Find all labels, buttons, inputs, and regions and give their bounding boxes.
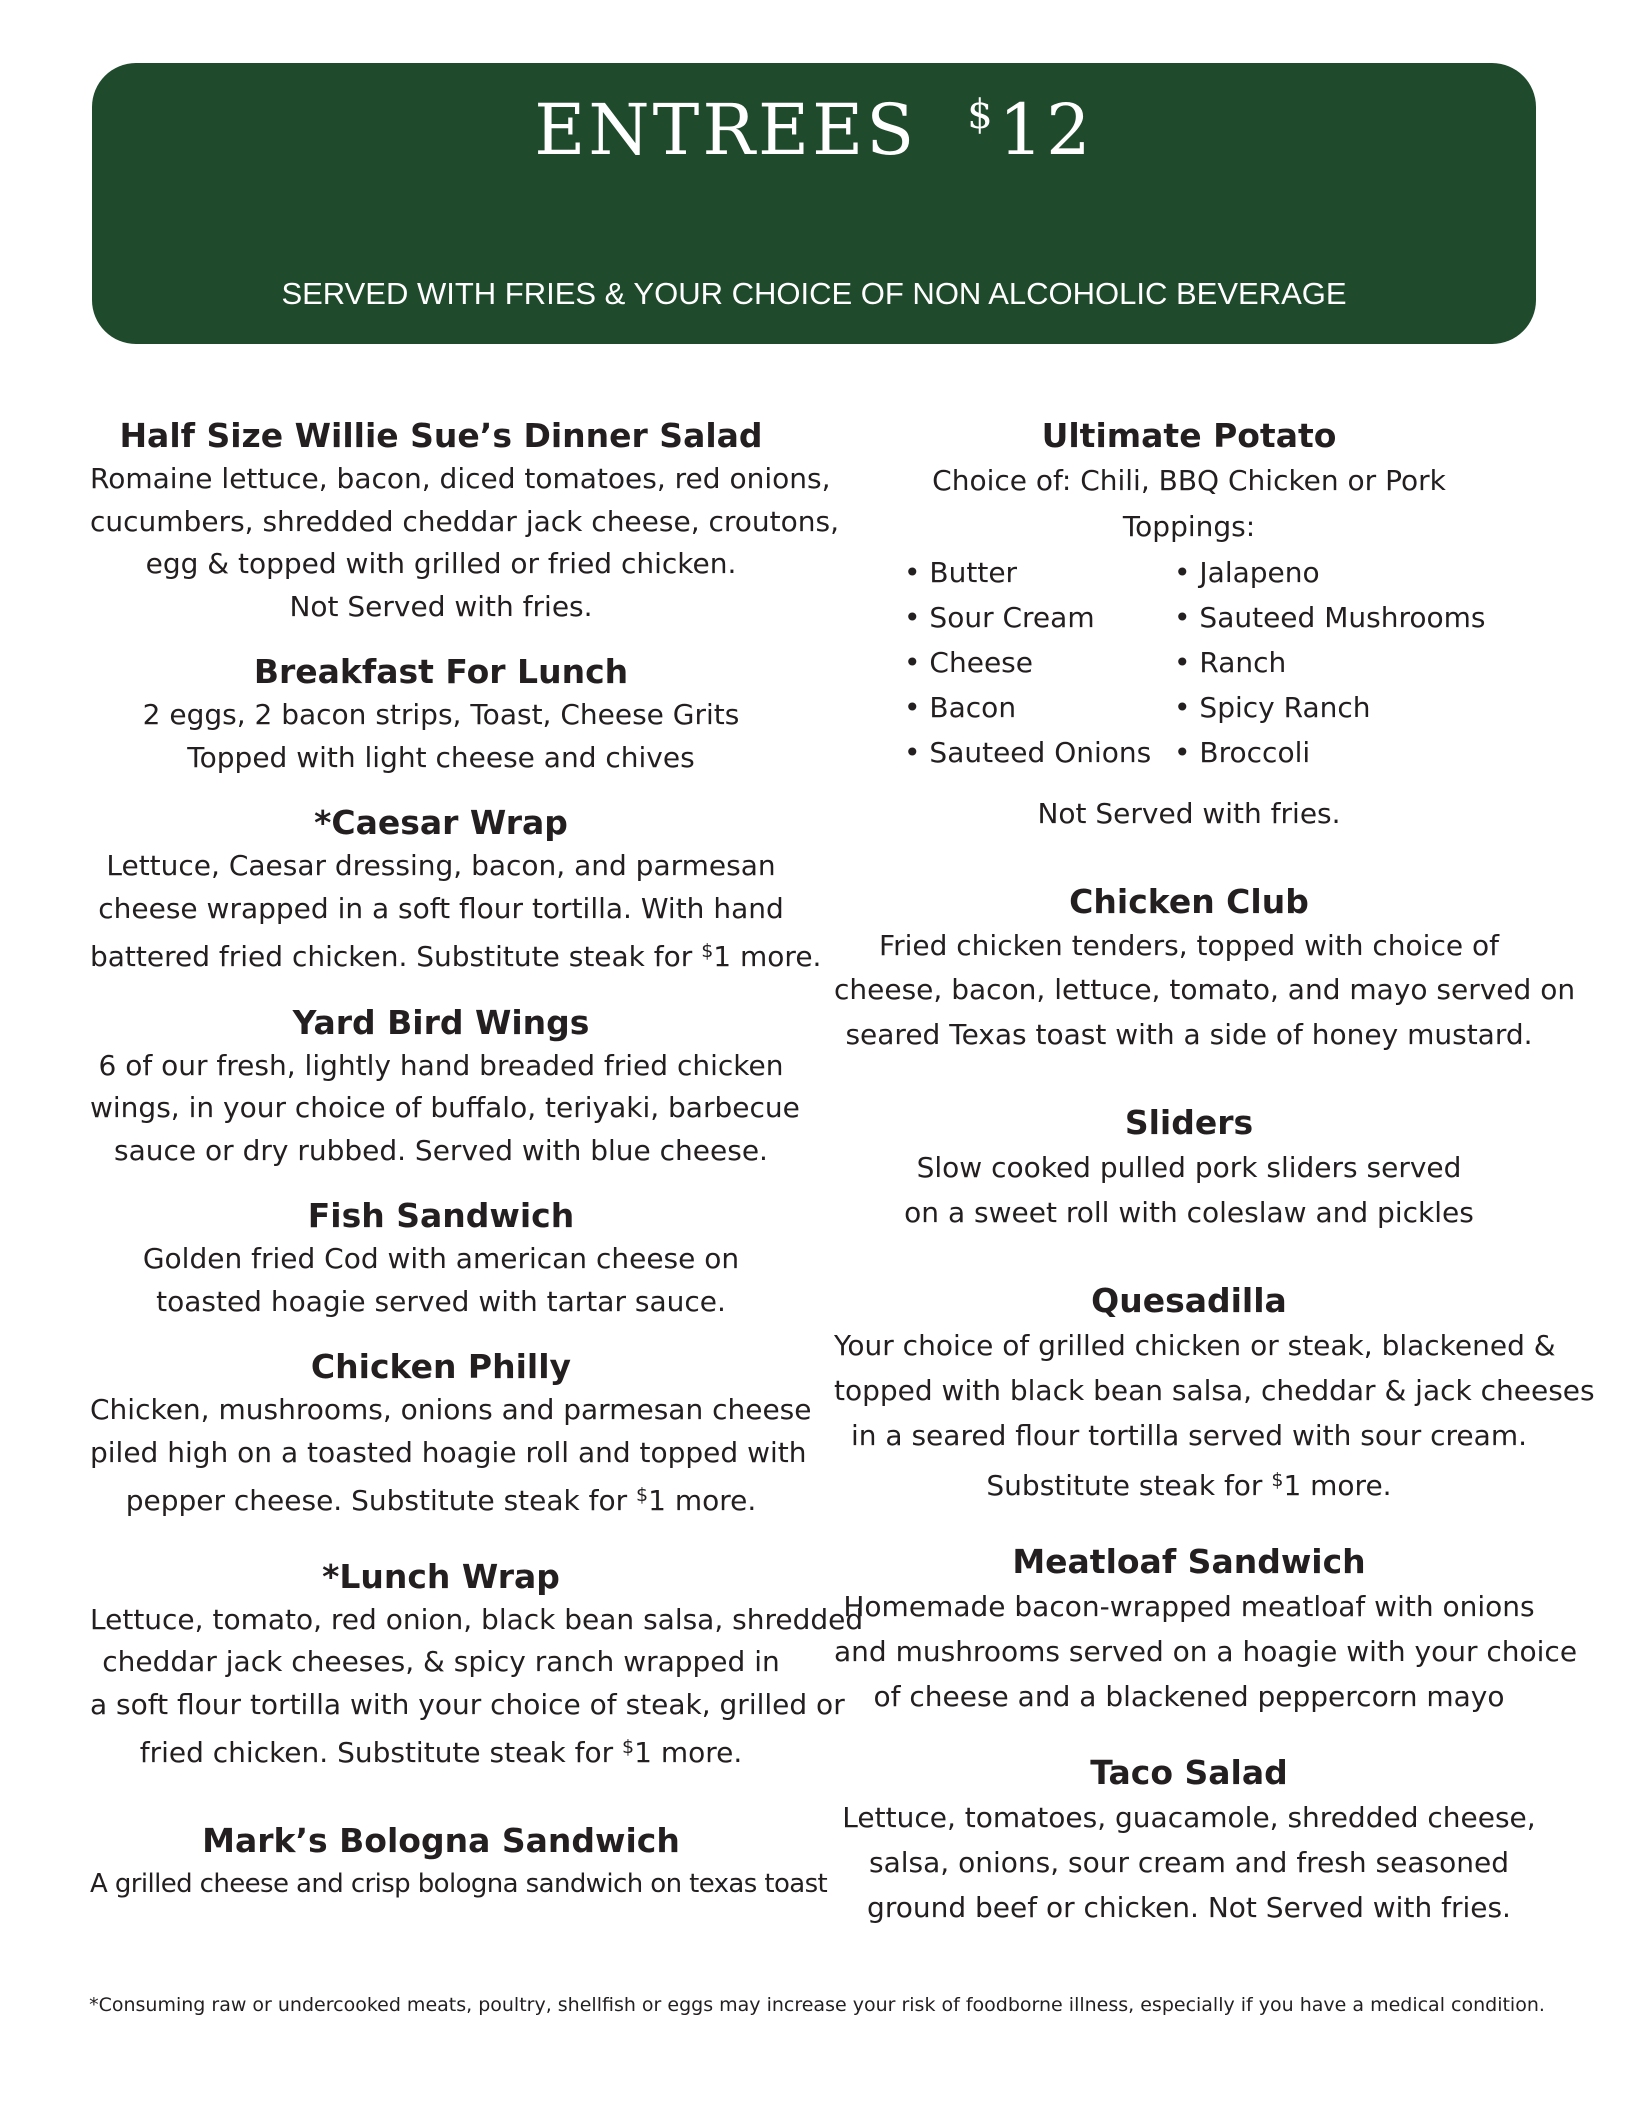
section-price: 12 <box>998 89 1094 171</box>
menu-item-name: Chicken Philly <box>310 1347 572 1386</box>
description-line: Not Served with fries. <box>289 589 593 623</box>
description-line: a soft flour tortilla with your choice of steak, grilled or <box>90 1687 845 1721</box>
menu-item-description <box>90 845 822 979</box>
topping-item: • Ranch <box>1174 640 1474 685</box>
food-safety-disclaimer: *Consuming raw or undercooked meats, poultry, shellfish or eggs may increase your risk of foodborne illness, especially if you have a medical condition. <box>89 1994 1545 2016</box>
menu-item-description <box>90 458 840 628</box>
topping-item: • Broccoli <box>1174 730 1474 775</box>
menu-item-name: *Lunch Wrap <box>322 1556 560 1596</box>
menu-item-name: Ultimate Potato <box>1041 416 1337 455</box>
menu-item-description <box>90 1863 828 1906</box>
menu-item <box>834 880 1576 1058</box>
potato-choice: Choice of: Chili, BBQ Chicken or Pork <box>932 464 1446 497</box>
menu-item <box>90 1819 828 1906</box>
description-line: and mushrooms served on a hoagie with your choice <box>834 1635 1578 1668</box>
topping-item: • Cheese <box>904 640 1151 685</box>
menu-item-name: Quesadilla <box>1091 1281 1287 1320</box>
menu-item-description <box>90 1238 792 1323</box>
description-line: Golden fried Cod with american cheese on <box>142 1242 740 1275</box>
description-line: pepper cheese. Substitute steak for $1 more. <box>125 1484 757 1517</box>
description-line: Your choice of grilled chicken or steak, blackened & <box>834 1329 1556 1362</box>
menu-item <box>834 1279 1595 1508</box>
description-line: sauce or dry rubbed. Served with blue cheese. <box>114 1133 768 1167</box>
menu-item-description <box>90 694 792 779</box>
menu-item-name: Meatloaf Sandwich <box>1012 1542 1366 1581</box>
menu-item-name: Yard Bird Wings <box>292 1002 590 1042</box>
description-line: Lettuce, Caesar dressing, bacon, and parmesan <box>106 849 776 882</box>
description-line: fried chicken. Substitute steak for $1 more. <box>139 1736 743 1769</box>
description-line: Lettuce, tomatoes, guacamole, shredded cheese, <box>842 1801 1536 1834</box>
menu-item-name: Breakfast For Lunch <box>253 652 629 691</box>
menu-item <box>90 1345 812 1523</box>
toppings-label: Toppings: <box>1122 510 1256 543</box>
description-line: A grilled cheese and crisp bologna sandwich on texas toast <box>90 1868 828 1899</box>
topping-item: • Butter <box>904 550 1151 595</box>
menu-item <box>90 1194 792 1323</box>
menu-item-name: Taco Salad <box>1090 1753 1288 1792</box>
menu-item-description <box>90 1045 800 1173</box>
topping-item: • Sauteed Onions <box>904 730 1151 775</box>
description-line: 6 of our fresh, lightly hand breaded fried chicken <box>98 1048 784 1082</box>
description-line: Homemade bacon-wrapped meatloaf with onions <box>843 1590 1535 1623</box>
section-title: ENTREES <box>534 89 918 171</box>
menu-item-description <box>834 1145 1544 1235</box>
description-line: cheddar jack cheeses, & spicy ranch wrapped in <box>102 1645 780 1678</box>
description-line: Substitute steak for $1 more. <box>986 1469 1392 1502</box>
description-line: egg & topped with grilled or fried chicken. <box>145 547 737 580</box>
description-line: toasted hoagie served with tartar sauce. <box>156 1284 726 1318</box>
toppings-column <box>1174 550 1486 775</box>
menu-item <box>90 1555 864 1775</box>
description-line: piled high on a toasted hoagie roll and topped with <box>90 1435 807 1469</box>
menu-item-name: Chicken Club <box>1069 881 1309 921</box>
topping-item: • Spicy Ranch <box>1174 685 1474 730</box>
description-line: Fried chicken tenders, topped with choice of <box>879 928 1499 962</box>
menu-item-name: *Caesar Wrap <box>314 803 568 842</box>
description-line: Chicken, mushrooms, onions and parmesan cheese <box>90 1393 812 1426</box>
description-line: in a seared flour tortilla served with sour cream. <box>850 1419 1527 1452</box>
menu-item-description <box>834 924 1576 1058</box>
topping-item: • Sour Cream <box>904 595 1151 640</box>
menu-item-description <box>834 1323 1595 1508</box>
description-line: of cheese and a blackened peppercorn mayo <box>873 1680 1505 1713</box>
potato-note <box>834 793 1544 836</box>
menu-item-name: Fish Sandwich <box>307 1196 575 1235</box>
menu-item-description <box>90 1599 864 1775</box>
menu-item-name: Mark’s Bologna Sandwich <box>202 1820 680 1860</box>
banner-title <box>92 89 1536 171</box>
description-line: battered fried chicken. Substitute steak for $1 more. <box>90 940 822 973</box>
menu-item <box>834 1101 1544 1235</box>
dollar-sign: $ <box>701 940 714 962</box>
toppings-list <box>904 550 1486 775</box>
description-line: cheese wrapped in a soft flour tortilla. With hand <box>98 891 784 925</box>
menu-item-description <box>834 458 1544 550</box>
topping-item: • Jalapeno <box>1174 550 1474 595</box>
description-line: topped with black bean salsa, cheddar & jack cheeses <box>834 1374 1595 1407</box>
menu-item <box>90 414 840 628</box>
description-line: Romaine lettuce, bacon, diced tomatoes, red onions, <box>90 462 831 495</box>
toppings-column <box>904 550 1151 775</box>
description-line: Lettuce, tomato, red onion, black bean salsa, shredded <box>90 1602 864 1636</box>
left-column <box>90 414 864 1905</box>
description-line: cucumbers, shredded cheddar jack cheese, croutons, <box>90 504 840 538</box>
description-line: seared Texas toast with a side of honey mustard. <box>845 1017 1533 1051</box>
menu-item-name: Half Size Willie Sue’s Dinner Salad <box>119 416 763 455</box>
menu-item <box>90 801 822 979</box>
entrees-banner <box>92 63 1536 344</box>
menu-item <box>834 1540 1578 1719</box>
banner-subtitle: SERVED WITH FRIES & YOUR CHOICE OF NON ALCOHOLIC BEVERAGE <box>281 276 1347 311</box>
menu-item <box>834 1751 1544 1930</box>
description-line: 2 eggs, 2 bacon strips, Toast, Cheese Grits <box>142 698 740 731</box>
menu-item-description <box>834 1584 1578 1719</box>
topping-item: • Sauteed Mushrooms <box>1174 595 1474 640</box>
menu-item-description <box>90 1389 812 1523</box>
description-line: on a sweet roll with coleslaw and pickles <box>904 1196 1474 1229</box>
dollar-sign: $ <box>1271 1469 1284 1491</box>
menu-item <box>90 650 792 779</box>
menu-item-name: Sliders <box>1124 1103 1254 1142</box>
dollar-sign: $ <box>622 1736 635 1758</box>
description-line: cheese, bacon, lettuce, tomato, and mayo served on <box>834 973 1576 1006</box>
description-line: salsa, onions, sour cream and fresh seasoned <box>869 1846 1509 1879</box>
price-symbol: $ <box>967 92 996 138</box>
description-line: Slow cooked pulled pork sliders served <box>916 1151 1462 1184</box>
topping-item: • Bacon <box>904 685 1151 730</box>
description-line: Not Served with fries. <box>1037 797 1341 830</box>
description-line: ground beef or chicken. Not Served with fries. <box>867 1891 1511 1924</box>
dollar-sign: $ <box>636 1484 649 1506</box>
ultimate-potato-item <box>834 414 1544 836</box>
menu-item-description <box>834 1795 1544 1930</box>
right-column <box>834 414 1595 1930</box>
description-line: Topped with light cheese and chives <box>187 740 695 774</box>
menu-item <box>90 1001 800 1173</box>
description-line: wings, in your choice of buffalo, teriyaki, barbecue <box>90 1091 800 1124</box>
